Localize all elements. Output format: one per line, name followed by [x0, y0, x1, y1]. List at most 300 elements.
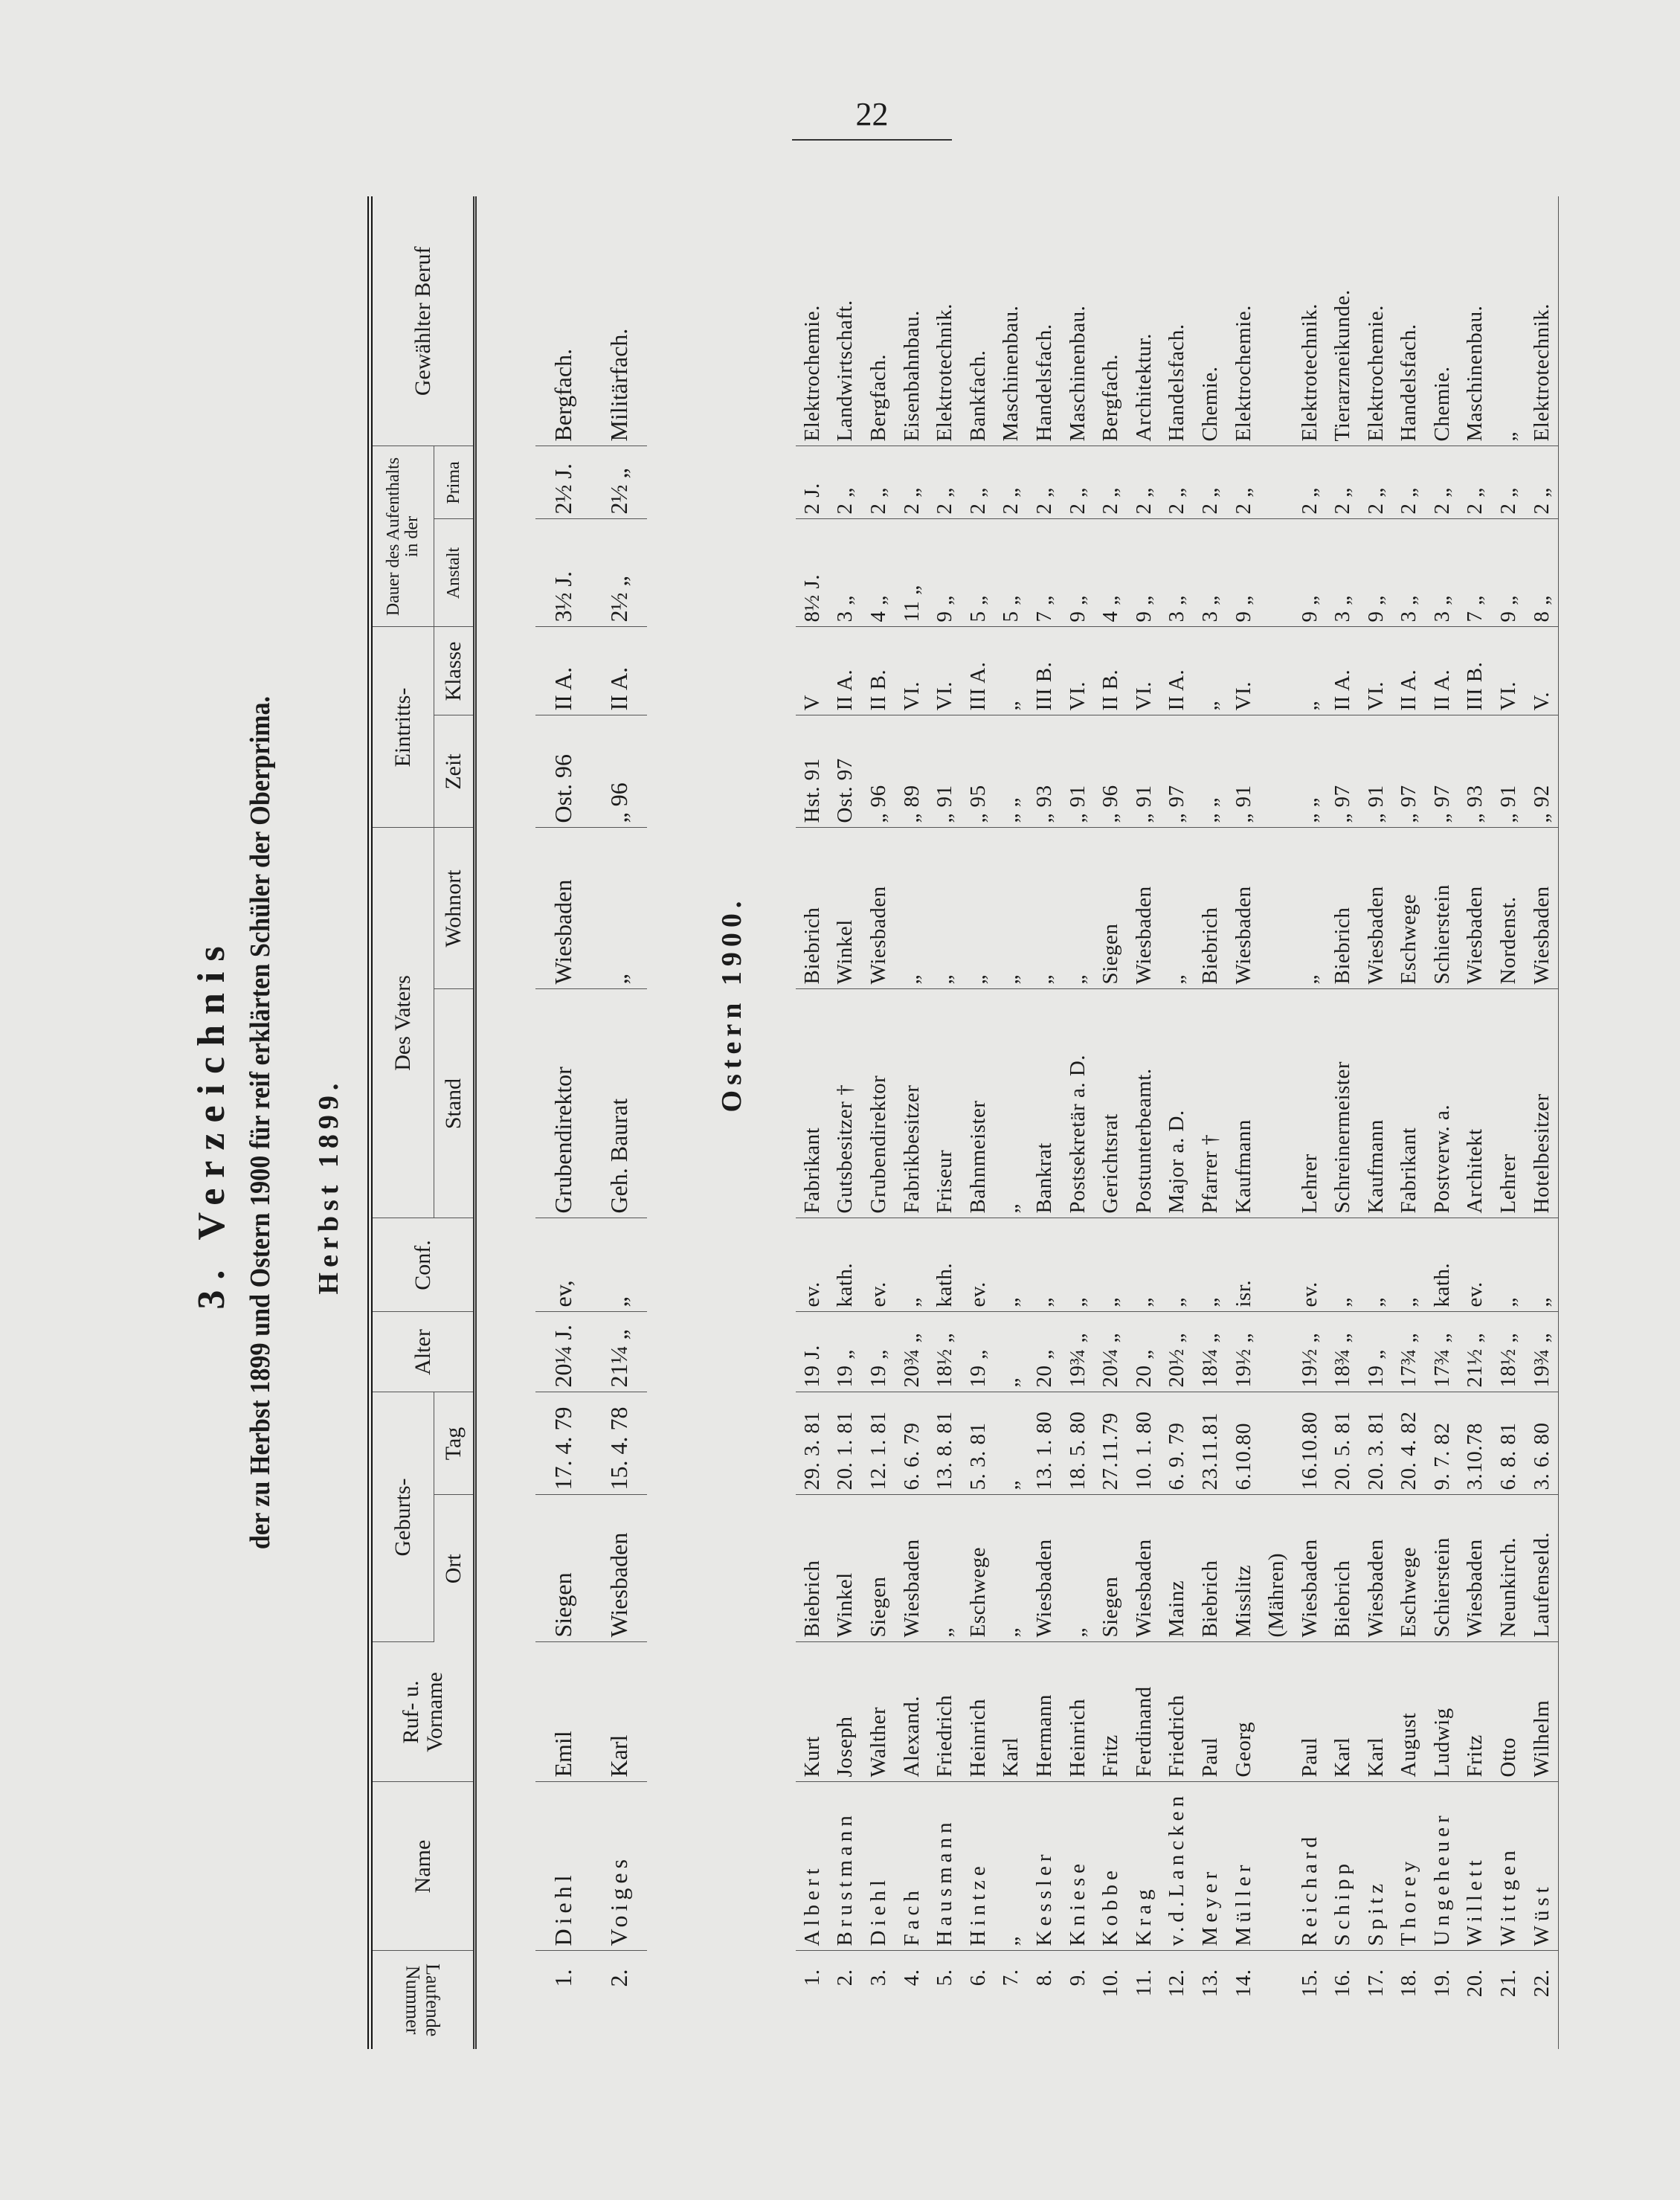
- cell-ort: Wiesbaden: [1359, 1495, 1393, 1642]
- table-row: [1161, 196, 1194, 2049]
- cell-beruf: Bergfach.: [1094, 196, 1127, 446]
- cell-nr: 8.: [1032, 1969, 1056, 1987]
- cell-vorname: Friedrich: [1161, 1642, 1194, 1782]
- cell-vorname: Otto: [1492, 1642, 1525, 1782]
- cell-stand: Lehrer: [1492, 989, 1525, 1218]
- cell-vorname: Georg: [1227, 1642, 1293, 1782]
- cell-prima: 2 „: [1194, 446, 1227, 519]
- table-row: [1061, 196, 1095, 2049]
- cell-tag: 6. 6. 79: [895, 1392, 929, 1495]
- cell-tag: 10. 1. 80: [1127, 1392, 1161, 1495]
- cell-beruf: Handelsfach.: [1028, 196, 1061, 446]
- cell-ort: Wiesbaden: [1028, 1495, 1061, 1642]
- cell-anstalt: 4 „: [1094, 519, 1127, 627]
- cell-alter: 19 „: [1359, 1312, 1393, 1392]
- cell-ort: Wiesbaden: [1459, 1495, 1493, 1642]
- cell-ort: Biebrich: [1194, 1495, 1227, 1642]
- cell-beruf: Eisenbahnbau.: [895, 196, 929, 446]
- cell-wohnort: „: [1061, 828, 1095, 989]
- cell-anstalt: 5 „: [962, 519, 995, 627]
- cell-nr: 10.: [1098, 1969, 1123, 1998]
- cell-anstalt: 3½ J.: [535, 519, 591, 627]
- cell-stand: Gerichtsrat: [1094, 989, 1127, 1218]
- header-eintritts: Eintritts-: [370, 627, 434, 828]
- cell-vorname: Hermann: [1028, 1642, 1061, 1782]
- cell-nr: 19.: [1429, 1969, 1454, 1998]
- cell-tag: 5. 3. 81: [962, 1392, 995, 1495]
- cell-beruf: Militärfach.: [591, 196, 647, 446]
- cell-alter: 20¾ „: [895, 1312, 929, 1392]
- cell-alter: 17¾ „: [1426, 1312, 1459, 1392]
- section-heading-herbst: Herbst 1899.: [313, 1078, 344, 1295]
- cell-prima: 2 „: [895, 446, 929, 519]
- cell-stand: „: [995, 989, 1029, 1218]
- cell-wohnort: Wiesbaden: [535, 828, 591, 989]
- cell-tag: 16.10.80: [1293, 1392, 1327, 1495]
- cell-tag: 9. 7. 82: [1426, 1392, 1459, 1495]
- cell-klasse: „: [1293, 627, 1327, 715]
- cell-conf: „: [995, 1218, 1029, 1312]
- cell-stand: Kaufmann: [1227, 989, 1293, 1218]
- header-ort: Ort: [434, 1495, 475, 1642]
- cell-prima: 2 „: [829, 446, 863, 519]
- header-beruf: Gewählter Beruf: [370, 196, 475, 446]
- cell-klasse: II B.: [862, 627, 895, 715]
- cell-beruf: Chemie.: [1194, 196, 1227, 446]
- cell-beruf: Bankfach.: [962, 196, 995, 446]
- cell-nr: 20.: [1463, 1969, 1487, 1998]
- cell-zeit: „ 96: [1094, 715, 1127, 828]
- cell-stand: Grubendirektor: [535, 989, 591, 1218]
- cell-ort: Laufenseld.: [1525, 1495, 1559, 1642]
- cell-conf: „: [1127, 1218, 1161, 1312]
- cell-zeit: „ 91: [1227, 715, 1293, 828]
- cell-nr: 16.: [1330, 1969, 1355, 1998]
- cell-name: Kessler: [1028, 1782, 1061, 1951]
- page-subtitle: der zu Herbst 1899 und Ostern 1900 für reif erklärten Schüler der Oberprima.: [245, 695, 276, 1550]
- cell-stand: Pfarrer †: [1194, 989, 1227, 1218]
- table-header: [367, 196, 477, 2049]
- header-conf: Conf.: [370, 1218, 475, 1312]
- cell-prima: 2 „: [1359, 446, 1393, 519]
- cell-stand: Architekt: [1459, 989, 1493, 1218]
- cell-klasse: III B.: [1459, 627, 1493, 715]
- cell-klasse: II A.: [591, 627, 647, 715]
- cell-ort: Eschwege: [962, 1495, 995, 1642]
- cell-ort: „: [995, 1495, 1029, 1642]
- cell-ort: Biebrich: [1326, 1495, 1359, 1642]
- cell-beruf: „: [1492, 196, 1525, 446]
- cell-vorname: Walther: [862, 1642, 895, 1782]
- cell-zeit: „ „: [1293, 715, 1327, 828]
- cell-prima: 2 „: [1028, 446, 1061, 519]
- cell-tag: 20. 4. 82: [1393, 1392, 1426, 1495]
- cell-zeit: „ 93: [1459, 715, 1493, 828]
- cell-name: Krag: [1127, 1782, 1161, 1951]
- cell-stand: Postunterbeamt.: [1127, 989, 1161, 1218]
- cell-anstalt: 2½ „: [591, 519, 647, 627]
- table-row: [1293, 196, 1327, 2049]
- cell-prima: 2 „: [928, 446, 962, 519]
- cell-stand: Postsekretär a. D.: [1061, 989, 1095, 1218]
- cell-wohnort: Wiesbaden: [1459, 828, 1493, 989]
- cell-wohnort: „: [1293, 828, 1327, 989]
- herbst-1899-table: [535, 196, 647, 2049]
- cell-nr: 4.: [899, 1969, 924, 1987]
- cell-wohnort: Wiesbaden: [1359, 828, 1393, 989]
- cell-alter: 19¾ „: [1525, 1312, 1559, 1392]
- section-heading-ostern: Ostern 1900.: [716, 895, 747, 1113]
- cell-wohnort: „: [995, 828, 1029, 989]
- cell-tag: 15. 4. 78: [591, 1392, 647, 1495]
- cell-conf: „: [1525, 1218, 1559, 1312]
- cell-wohnort: Biebrich: [796, 828, 829, 989]
- header-name: Name: [370, 1782, 475, 1951]
- cell-stand: Major a. D.: [1161, 989, 1194, 1218]
- cell-conf: ev.: [962, 1218, 995, 1312]
- cell-nr: 15.: [1297, 1969, 1322, 1998]
- cell-name: Albert: [796, 1782, 829, 1951]
- cell-klasse: VI.: [1061, 627, 1095, 715]
- header-alter: Alter: [370, 1312, 475, 1392]
- cell-wohnort: Biebrich: [1194, 828, 1227, 989]
- cell-vorname: Heinrich: [962, 1642, 995, 1782]
- cell-klasse: II A.: [1161, 627, 1194, 715]
- cell-alter: 20 „: [1127, 1312, 1161, 1392]
- cell-anstalt: 3 „: [1194, 519, 1227, 627]
- header-anstalt: Anstalt: [434, 519, 475, 627]
- table-row: [1194, 196, 1227, 2049]
- cell-conf: ev.: [862, 1218, 895, 1312]
- cell-beruf: Maschinenbau.: [995, 196, 1029, 446]
- cell-anstalt: 9 „: [1227, 519, 1293, 627]
- cell-stand: Gutsbesitzer †: [829, 989, 863, 1218]
- cell-wohnort: Wiesbaden: [1227, 828, 1293, 989]
- cell-beruf: Elektrochemie.: [796, 196, 829, 446]
- cell-wohnort: „: [895, 828, 929, 989]
- cell-conf: kath.: [829, 1218, 863, 1312]
- cell-nr: 5.: [933, 1969, 957, 1987]
- cell-nr: 1.: [799, 1969, 824, 1987]
- table-row: [535, 196, 591, 2049]
- table-row: [1227, 196, 1293, 2049]
- cell-anstalt: 11 „: [895, 519, 929, 627]
- cell-anstalt: 8½ J.: [796, 519, 829, 627]
- header-wohnort: Wohnort: [434, 828, 475, 989]
- cell-tag: 20. 1. 81: [829, 1392, 863, 1495]
- cell-vorname: Heinrich: [1061, 1642, 1095, 1782]
- cell-zeit: „ 96: [862, 715, 895, 828]
- cell-klasse: VI.: [1359, 627, 1393, 715]
- cell-prima: 2 „: [1426, 446, 1459, 519]
- cell-beruf: Elektrochemie.: [1359, 196, 1393, 446]
- page-title: 3. Verzeichnis: [190, 936, 233, 1310]
- cell-zeit: „ „: [995, 715, 1029, 828]
- cell-anstalt: 9 „: [1359, 519, 1393, 627]
- cell-zeit: „ 89: [895, 715, 929, 828]
- cell-nr: 9.: [1065, 1969, 1090, 1987]
- cell-beruf: Tierarzneikunde.: [1326, 196, 1359, 446]
- cell-vorname: Friedrich: [928, 1642, 962, 1782]
- cell-wohnort: Winkel: [829, 828, 863, 989]
- cell-alter: 19 „: [829, 1312, 863, 1392]
- table-row: [1359, 196, 1393, 2049]
- table-row: [1393, 196, 1426, 2049]
- cell-zeit: „ 91: [928, 715, 962, 828]
- cell-beruf: Elektrotechnik.: [1293, 196, 1327, 446]
- table-row: [1459, 196, 1493, 2049]
- cell-tag: 3. 6. 80: [1525, 1392, 1559, 1495]
- cell-zeit: „ 97: [1161, 715, 1194, 828]
- cell-beruf: Bergfach.: [535, 196, 591, 446]
- cell-nr: 12.: [1165, 1969, 1189, 1998]
- cell-beruf: Handelsfach.: [1161, 196, 1194, 446]
- cell-prima: 2 „: [1161, 446, 1194, 519]
- cell-wohnort: Wiesbaden: [1127, 828, 1161, 989]
- cell-conf: „: [591, 1218, 647, 1312]
- cell-zeit: „ 91: [1127, 715, 1161, 828]
- cell-ort: Wiesbaden: [1127, 1495, 1161, 1642]
- cell-prima: 2 „: [1525, 446, 1559, 519]
- cell-prima: 2 „: [962, 446, 995, 519]
- cell-tag: 18. 5. 80: [1061, 1392, 1095, 1495]
- cell-klasse: V.: [1525, 627, 1559, 715]
- header-tag: Tag: [434, 1392, 475, 1495]
- cell-ort: Neunkirch.: [1492, 1495, 1525, 1642]
- cell-prima: 2½ „: [591, 446, 647, 519]
- cell-anstalt: 8 „: [1525, 519, 1559, 627]
- cell-prima: 2 „: [1227, 446, 1293, 519]
- cell-tag: 20. 3. 81: [1359, 1392, 1393, 1495]
- table-row: [591, 196, 647, 2049]
- cell-wohnort: Schierstein: [1426, 828, 1459, 989]
- cell-alter: „: [995, 1312, 1029, 1392]
- cell-name: Brustmann: [829, 1782, 863, 1951]
- cell-ort: Mainz: [1161, 1495, 1194, 1642]
- cell-ort: Schierstein: [1426, 1495, 1459, 1642]
- cell-name: Hintze: [962, 1782, 995, 1951]
- table-row: [1094, 196, 1127, 2049]
- cell-vorname: Fritz: [1459, 1642, 1493, 1782]
- cell-stand: Bahnmeister: [962, 989, 995, 1218]
- cell-prima: 2 „: [995, 446, 1029, 519]
- cell-alter: 19 „: [962, 1312, 995, 1392]
- cell-anstalt: 7 „: [1459, 519, 1493, 627]
- cell-conf: „: [895, 1218, 929, 1312]
- cell-nr: 6.: [965, 1969, 990, 1987]
- cell-tag: 13. 1. 80: [1028, 1392, 1061, 1495]
- cell-prima: 2½ J.: [535, 446, 591, 519]
- cell-zeit: „ 93: [1028, 715, 1061, 828]
- cell-nr: 2.: [833, 1969, 857, 1987]
- cell-name: Wittgen: [1492, 1782, 1525, 1951]
- cell-wohnort: Biebrich: [1326, 828, 1359, 989]
- cell-stand: Friseur: [928, 989, 962, 1218]
- table-row: [796, 196, 829, 2049]
- cell-anstalt: 3 „: [1326, 519, 1359, 627]
- cell-zeit: „ 92: [1525, 715, 1559, 828]
- cell-tag: 29. 3. 81: [796, 1392, 829, 1495]
- cell-zeit: „ 95: [962, 715, 995, 828]
- cell-name: Kobbe: [1094, 1782, 1127, 1951]
- cell-klasse: VI.: [895, 627, 929, 715]
- cell-vorname: Paul: [1194, 1642, 1227, 1782]
- cell-zeit: Hst. 91: [796, 715, 829, 828]
- cell-alter: 20 „: [1028, 1312, 1061, 1392]
- header-dauer: Dauer des Aufenthalts in der: [370, 446, 434, 627]
- header-laufende-nummer: [370, 1951, 475, 2049]
- cell-zeit: Ost. 97: [829, 715, 863, 828]
- cell-wohnort: Siegen: [1094, 828, 1127, 989]
- cell-klasse: V: [796, 627, 829, 715]
- cell-anstalt: 3 „: [1161, 519, 1194, 627]
- cell-vorname: Karl: [1326, 1642, 1359, 1782]
- cell-name: Thorey: [1393, 1782, 1426, 1951]
- cell-nr: 7.: [999, 1969, 1023, 1987]
- cell-prima: 2 „: [1393, 446, 1426, 519]
- cell-ort: Wiesbaden: [1293, 1495, 1327, 1642]
- cell-klasse: „: [1194, 627, 1227, 715]
- cell-name: Spitz: [1359, 1782, 1393, 1951]
- ostern-1900-table: [796, 196, 1559, 2049]
- cell-vorname: Joseph: [829, 1642, 863, 1782]
- cell-name: Fach: [895, 1782, 929, 1951]
- cell-ort: Misslitz (Mähren): [1227, 1495, 1293, 1642]
- cell-beruf: Elektrotechnik.: [1525, 196, 1559, 446]
- table-row: [1127, 196, 1161, 2049]
- cell-alter: 18¾ „: [1326, 1312, 1359, 1392]
- cell-wohnort: „: [591, 828, 647, 989]
- cell-beruf: Maschinenbau.: [1061, 196, 1095, 446]
- cell-klasse: II A.: [829, 627, 863, 715]
- table-row: [862, 196, 895, 2049]
- cell-alter: 20¼ J.: [535, 1312, 591, 1392]
- cell-alter: 18½ „: [1492, 1312, 1525, 1392]
- cell-wohnort: Wiesbaden: [1525, 828, 1559, 989]
- cell-stand: Grubendirektor: [862, 989, 895, 1218]
- cell-stand: Postverw. a.: [1426, 989, 1459, 1218]
- cell-klasse: „: [995, 627, 1029, 715]
- cell-vorname: Karl: [995, 1642, 1029, 1782]
- cell-ort: Siegen: [535, 1495, 591, 1642]
- cell-conf: kath.: [1426, 1218, 1459, 1312]
- table-row: [1326, 196, 1359, 2049]
- cell-stand: Fabrikant: [1393, 989, 1426, 1218]
- cell-conf: ev.: [796, 1218, 829, 1312]
- cell-prima: 2 „: [1061, 446, 1095, 519]
- cell-nr: 1.: [550, 1969, 576, 1987]
- cell-stand: Schreinermeister: [1326, 989, 1359, 1218]
- cell-name: Wüst: [1525, 1782, 1559, 1951]
- cell-nr: 3.: [866, 1969, 890, 1987]
- cell-vorname: Ludwig: [1426, 1642, 1459, 1782]
- cell-klasse: VI.: [1492, 627, 1525, 715]
- cell-beruf: Bergfach.: [862, 196, 895, 446]
- cell-name: Willett: [1459, 1782, 1493, 1951]
- header-des-vaters: Des Vaters: [370, 828, 434, 1218]
- cell-stand: Bankrat: [1028, 989, 1061, 1218]
- cell-zeit: „ 97: [1393, 715, 1426, 828]
- table-row: [1525, 196, 1559, 2049]
- cell-klasse: III A.: [962, 627, 995, 715]
- cell-alter: 20½ „: [1161, 1312, 1194, 1392]
- cell-stand: Fabrikant: [796, 989, 829, 1218]
- cell-ort: Eschwege: [1393, 1495, 1426, 1642]
- cell-zeit: „ 97: [1426, 715, 1459, 828]
- table-row: [928, 196, 962, 2049]
- cell-prima: 2 „: [1326, 446, 1359, 519]
- header-zeit: Zeit: [434, 715, 475, 828]
- cell-nr: 17.: [1363, 1969, 1388, 1998]
- cell-alter: 21½ „: [1459, 1312, 1493, 1392]
- header-geburts: Geburts-: [370, 1392, 434, 1642]
- cell-wohnort: „: [1161, 828, 1194, 989]
- cell-wohnort: „: [928, 828, 962, 989]
- cell-ort: Siegen: [862, 1495, 895, 1642]
- table-row: [1028, 196, 1061, 2049]
- cell-name: Kniese: [1061, 1782, 1095, 1951]
- header-klasse: Klasse: [434, 627, 475, 715]
- cell-name: Müller: [1227, 1782, 1293, 1951]
- cell-anstalt: 3 „: [829, 519, 863, 627]
- cell-tag: 13. 8. 81: [928, 1392, 962, 1495]
- cell-alter: 20¼ „: [1094, 1312, 1127, 1392]
- cell-anstalt: 7 „: [1028, 519, 1061, 627]
- cell-vorname: August: [1393, 1642, 1426, 1782]
- cell-tag: „: [995, 1392, 1029, 1495]
- cell-klasse: III B.: [1028, 627, 1061, 715]
- cell-tag: 6.10.80: [1227, 1392, 1293, 1495]
- cell-vorname: Alexand.: [895, 1642, 929, 1782]
- cell-klasse: VI.: [1227, 627, 1293, 715]
- cell-prima: 2 „: [1094, 446, 1127, 519]
- cell-conf: „: [1094, 1218, 1127, 1312]
- cell-conf: kath.: [928, 1218, 962, 1312]
- cell-conf: „: [1028, 1218, 1061, 1312]
- cell-klasse: VI.: [928, 627, 962, 715]
- cell-ort: Winkel: [829, 1495, 863, 1642]
- cell-nr: 11.: [1131, 1969, 1156, 1997]
- cell-vorname: Emil: [535, 1642, 591, 1782]
- cell-name: Meyer: [1194, 1782, 1227, 1951]
- cell-tag: 6. 8. 81: [1492, 1392, 1525, 1495]
- cell-alter: 19½ „: [1227, 1312, 1293, 1392]
- cell-anstalt: 9 „: [1061, 519, 1095, 627]
- cell-zeit: „ „: [1194, 715, 1227, 828]
- cell-ort: Wiesbaden: [895, 1495, 929, 1642]
- cell-name: „: [995, 1782, 1029, 1951]
- cell-nr: 21.: [1496, 1969, 1521, 1998]
- cell-stand: Geh. Baurat: [591, 989, 647, 1218]
- cell-anstalt: 3 „: [1393, 519, 1426, 627]
- cell-stand: Hotelbesitzer: [1525, 989, 1559, 1218]
- cell-alter: 18¼ „: [1194, 1312, 1227, 1392]
- cell-prima: 2 „: [1492, 446, 1525, 519]
- cell-stand: Kaufmann: [1359, 989, 1393, 1218]
- cell-nr: 13.: [1197, 1969, 1222, 1998]
- cell-name: Hausmann: [928, 1782, 962, 1951]
- cell-anstalt: 9 „: [1293, 519, 1327, 627]
- cell-conf: „: [1393, 1218, 1426, 1312]
- cell-prima: 2 „: [1459, 446, 1493, 519]
- table-row: [962, 196, 995, 2049]
- cell-ort: „: [928, 1495, 962, 1642]
- cell-vorname: Karl: [1359, 1642, 1393, 1782]
- cell-zeit: Ost. 96: [535, 715, 591, 828]
- cell-zeit: „ 91: [1492, 715, 1525, 828]
- cell-vorname: Paul: [1293, 1642, 1327, 1782]
- cell-tag: 17. 4. 79: [535, 1392, 591, 1495]
